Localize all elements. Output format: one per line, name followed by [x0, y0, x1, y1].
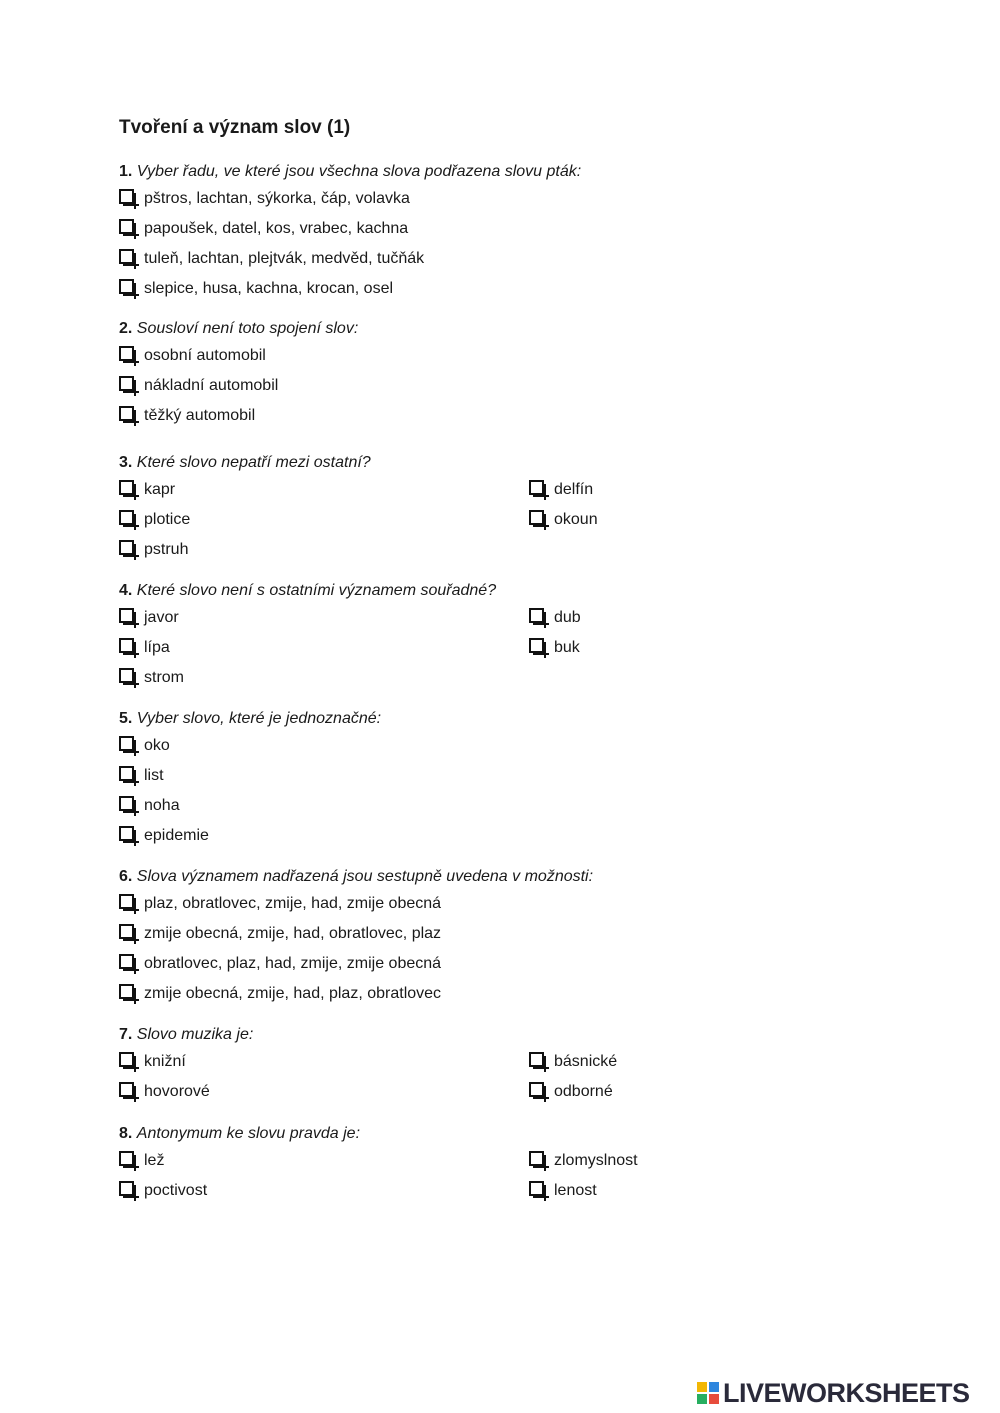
option-label: lípa: [144, 639, 170, 656]
question-number: 1.: [119, 163, 133, 180]
checkbox-icon[interactable]: [119, 1082, 134, 1097]
checkbox-icon[interactable]: [529, 1181, 544, 1196]
option-label: básnické: [554, 1053, 618, 1070]
option-label: oko: [144, 737, 170, 754]
answer-option[interactable]: [119, 481, 529, 511]
answer-option[interactable]: [119, 407, 759, 437]
question-number: 4.: [119, 582, 133, 599]
checkbox-icon[interactable]: [119, 736, 134, 751]
checkbox-icon[interactable]: [119, 279, 134, 294]
answer-option[interactable]: [119, 1083, 529, 1113]
option-label: okoun: [554, 511, 598, 528]
option-label: zlomyslnost: [554, 1152, 638, 1169]
question-prompt: Slova významem nadřazená jsou sestupně uvedena v možnosti:: [136, 868, 594, 885]
checkbox-icon[interactable]: [529, 480, 544, 495]
checkbox-icon[interactable]: [529, 1052, 544, 1067]
option-label: odborné: [554, 1083, 613, 1100]
question-text: [119, 709, 759, 737]
question-number: 5.: [119, 710, 133, 727]
option-label: dub: [554, 609, 581, 626]
question-prompt: Sousloví není toto spojení slov:: [136, 320, 359, 337]
option-label: kapr: [144, 481, 176, 498]
question-text: [119, 581, 759, 609]
answer-option[interactable]: [119, 347, 759, 377]
answer-option[interactable]: [529, 481, 759, 511]
question-prompt: Které slovo nepatří mezi ostatní?: [136, 454, 371, 471]
answer-option[interactable]: [119, 925, 759, 955]
checkbox-icon[interactable]: [119, 1052, 134, 1067]
checkbox-icon[interactable]: [529, 510, 544, 525]
answer-option[interactable]: [119, 639, 529, 669]
question-5: [119, 709, 759, 857]
option-label: poctivost: [144, 1182, 208, 1199]
option-label: plaz, obratlovec, zmije, had, zmije obecná: [144, 895, 442, 912]
question-2: [119, 319, 759, 437]
checkbox-icon[interactable]: [119, 1151, 134, 1166]
answer-option[interactable]: [119, 377, 759, 407]
question-prompt: Které slovo není s ostatními významem souřadné?: [136, 582, 497, 599]
answer-option[interactable]: [119, 280, 759, 310]
logo-text: LIVEWORKSHEETS: [723, 1377, 970, 1408]
option-label: epidemie: [144, 827, 209, 844]
option-label: těžký automobil: [144, 407, 256, 424]
option-label: osobní automobil: [144, 347, 266, 364]
checkbox-icon[interactable]: [529, 1082, 544, 1097]
question-text: [119, 319, 759, 347]
option-label: list: [144, 767, 164, 784]
logo-mark-icon: [697, 1382, 719, 1404]
checkbox-icon[interactable]: [529, 608, 544, 623]
logo-square-yellow: [697, 1382, 707, 1392]
question-6: [119, 867, 759, 1015]
checkbox-icon[interactable]: [119, 954, 134, 969]
option-label: delfín: [554, 481, 594, 498]
answer-option[interactable]: [119, 250, 759, 280]
checkbox-icon[interactable]: [119, 924, 134, 939]
question-7: [119, 1025, 759, 1113]
answer-option[interactable]: [529, 1182, 759, 1212]
question-prompt: Vyber řadu, ve které jsou všechna slova podřazena slovu pták:: [136, 163, 582, 180]
answer-option[interactable]: [529, 639, 759, 669]
option-label: plotice: [144, 511, 191, 528]
option-label: zmije obecná, zmije, had, plaz, obratlovec: [144, 985, 442, 1002]
answer-option[interactable]: [529, 1053, 759, 1083]
answer-option[interactable]: [119, 767, 759, 797]
question-number: 7.: [119, 1026, 133, 1043]
option-label: pstruh: [144, 541, 189, 558]
answer-option[interactable]: [119, 827, 759, 857]
checkbox-icon[interactable]: [119, 540, 134, 555]
checkbox-icon[interactable]: [119, 826, 134, 841]
option-label: javor: [144, 609, 179, 626]
question-number: 6.: [119, 868, 133, 885]
answer-option[interactable]: [119, 511, 529, 541]
checkbox-icon[interactable]: [119, 766, 134, 781]
answer-option[interactable]: [119, 1053, 529, 1083]
checkbox-icon[interactable]: [119, 796, 134, 811]
logo-square-blue: [709, 1382, 719, 1392]
checkbox-icon[interactable]: [119, 346, 134, 361]
option-label: hovorové: [144, 1083, 210, 1100]
option-label: lež: [144, 1152, 165, 1169]
option-label: tuleň, lachtan, plejtvák, medvěd, tučňák: [144, 250, 425, 267]
checkbox-icon[interactable]: [119, 480, 134, 495]
option-label: pštros, lachtan, sýkorka, čáp, volavka: [144, 190, 410, 207]
question-text: [119, 1025, 759, 1053]
answer-option[interactable]: [529, 609, 759, 639]
answer-option[interactable]: [119, 895, 759, 925]
checkbox-icon[interactable]: [119, 668, 134, 683]
question-1: [119, 162, 759, 310]
question-3: [119, 453, 759, 571]
option-label: slepice, husa, kachna, krocan, osel: [144, 280, 394, 297]
question-number: 8.: [119, 1125, 133, 1142]
option-label: nákladní automobil: [144, 377, 279, 394]
option-label: buk: [554, 639, 580, 656]
question-text: [119, 453, 759, 481]
checkbox-icon[interactable]: [529, 638, 544, 653]
question-prompt: Vyber slovo, které je jednoznačné:: [136, 710, 382, 727]
answer-option[interactable]: [119, 220, 759, 250]
question-4: [119, 581, 759, 699]
option-label: lenost: [554, 1182, 597, 1199]
answer-option[interactable]: [119, 541, 529, 571]
page-title: Tvoření a význam slov (1): [119, 117, 351, 138]
answer-option[interactable]: [529, 511, 759, 541]
option-label: zmije obecná, zmije, had, obratlovec, plaz: [144, 925, 442, 942]
checkbox-icon[interactable]: [119, 189, 134, 204]
checkbox-icon[interactable]: [119, 638, 134, 653]
logo-square-green: [697, 1394, 707, 1404]
checkbox-icon[interactable]: [119, 219, 134, 234]
option-label: strom: [144, 669, 184, 686]
question-text: [119, 867, 759, 895]
checkbox-icon[interactable]: [119, 510, 134, 525]
checkbox-icon[interactable]: [119, 376, 134, 391]
checkbox-icon[interactable]: [119, 894, 134, 909]
logo-square-red: [709, 1394, 719, 1404]
question-number: 2.: [119, 320, 133, 337]
answer-option[interactable]: [119, 669, 529, 699]
option-label: obratlovec, plaz, had, zmije, zmije obecná: [144, 955, 442, 972]
answer-option[interactable]: [119, 985, 759, 1015]
checkbox-icon[interactable]: [119, 984, 134, 999]
question-8: [119, 1124, 759, 1212]
answer-option[interactable]: [119, 737, 759, 767]
answer-option[interactable]: [529, 1083, 759, 1113]
checkbox-icon[interactable]: [119, 249, 134, 264]
answer-option[interactable]: [119, 955, 759, 985]
checkbox-icon[interactable]: [119, 608, 134, 623]
answer-option[interactable]: [119, 797, 759, 827]
checkbox-icon[interactable]: [529, 1151, 544, 1166]
answer-option[interactable]: [119, 609, 529, 639]
question-prompt: Slovo muzika je:: [136, 1026, 254, 1043]
option-label: knižní: [144, 1053, 186, 1070]
answer-option[interactable]: [119, 1182, 529, 1212]
question-number: 3.: [119, 454, 133, 471]
option-label: papoušek, datel, kos, vrabec, kachna: [144, 220, 409, 237]
answer-option[interactable]: [119, 1152, 529, 1182]
question-text: [119, 162, 759, 190]
checkbox-icon[interactable]: [119, 406, 134, 421]
question-prompt: Antonymum ke slovu pravda je:: [136, 1125, 361, 1142]
answer-option[interactable]: [119, 190, 759, 220]
answer-option[interactable]: [529, 1152, 759, 1182]
checkbox-icon[interactable]: [119, 1181, 134, 1196]
question-text: [119, 1124, 759, 1152]
option-label: noha: [144, 797, 180, 814]
liveworksheets-logo: [697, 1378, 970, 1408]
